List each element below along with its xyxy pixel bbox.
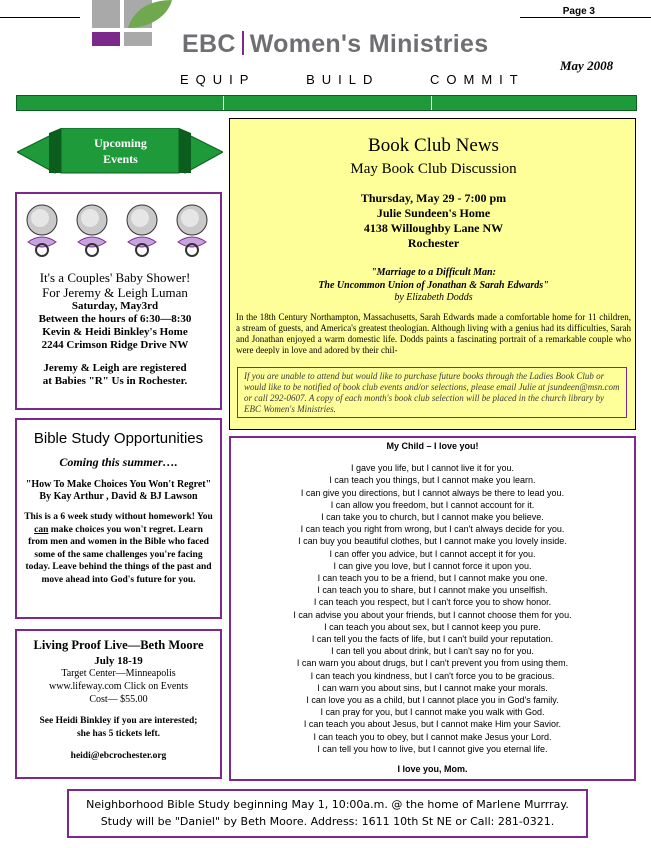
body-emphasis: can bbox=[34, 524, 49, 535]
org-name-right: Women's Ministries bbox=[249, 30, 489, 58]
rattle-icon bbox=[27, 205, 57, 256]
poem-line: I can teach you about sex, but I cannot keep you pure. bbox=[324, 621, 541, 632]
title-divider bbox=[242, 31, 244, 55]
poem-line: I can teach you respect, but I can't force you to show honor. bbox=[313, 597, 552, 608]
poem-line: I can love you as a child, but I cannot place you in God's family. bbox=[306, 695, 559, 706]
tagline-word: COMMIT bbox=[430, 72, 525, 87]
book-club-meeting bbox=[230, 191, 637, 251]
shower-headline: It's a Couples' Baby Shower! bbox=[39, 270, 191, 285]
leaf-icon bbox=[128, 0, 172, 28]
poem-line: I can teach you to obey, but I cannot make Jesus your Lord. bbox=[313, 731, 552, 742]
poem-line: I can tell you how to live, but I cannot give you eternal life. bbox=[317, 743, 548, 754]
bible-study-title: Bible Study Opportunities bbox=[33, 430, 204, 447]
poem-line: I can warn you about drugs, but I can't prevent you from using them. bbox=[296, 658, 569, 669]
meeting-host: Julie Sundeen's Home bbox=[376, 206, 491, 220]
tagline bbox=[180, 72, 565, 87]
living-proof-panel bbox=[15, 629, 222, 779]
poem-lines bbox=[229, 462, 636, 755]
book-description: In the 18th Century Northampton, Massachusetts, Sarah Edwards made a comfortable home for 11 children, a stream of guests, and America's greatest theologian. Although living with a genius had its difficulties, Sarah and Jonathan enjoyed a warm domestic life. Dodds paints a fascinating portrait of a remarkable couple who were deeply in love and adored by their chil- bbox=[236, 312, 631, 354]
tagline-word: EQUIP bbox=[180, 72, 256, 87]
poem-line: I can take you to church, but I cannot make you believe. bbox=[321, 512, 544, 523]
shower-date: Saturday, May3rd bbox=[71, 300, 159, 312]
poem-line: I can allow you freedom, but I cannot account for it. bbox=[330, 499, 535, 510]
shower-hosts: Kevin & Heidi Binkley's Home bbox=[42, 326, 188, 338]
book-author: by Elizabeth Dodds bbox=[394, 292, 473, 303]
baby-rattle-icons bbox=[18, 202, 218, 262]
green-divider-bar bbox=[16, 95, 637, 111]
poem-line: I can warn you about sins, but I cannot make your morals. bbox=[317, 682, 548, 693]
poem-line: I can teach you kindness, but I can't force you to be gracious. bbox=[310, 670, 555, 681]
bible-study-body bbox=[23, 511, 214, 586]
neighborhood-study-footer bbox=[67, 789, 588, 838]
bar-divider bbox=[431, 96, 432, 110]
poem-line: I can give you directions, but I cannot always be there to lead you. bbox=[300, 487, 565, 498]
meeting-time: Thursday, May 29 - 7:00 pm bbox=[360, 191, 507, 205]
living-proof-contact: See Heidi Binkley if you are interested; bbox=[39, 716, 198, 726]
meeting-city: Rochester bbox=[407, 236, 460, 250]
book-title-line: "Marriage to a Difficult Man: bbox=[371, 267, 496, 278]
body-text: This is a 6 week study without homework! You bbox=[24, 512, 213, 522]
poem-line: I can give you love, but I cannot force it upon you. bbox=[333, 560, 532, 571]
logo-square bbox=[92, 0, 120, 28]
logo-square bbox=[124, 32, 152, 46]
poem-line: I can teach you about Jesus, but I cannot make Him your Savior. bbox=[303, 719, 562, 730]
living-proof-website[interactable]: www.lifeway.com Click on Events bbox=[49, 681, 188, 692]
footer-line: Neighborhood Bible Study beginning May 1, 10:00a.m. @ the home of Marlene Murrray. bbox=[86, 798, 569, 811]
poem-line: I can tell you about drink, but I can't say no for you. bbox=[331, 646, 534, 657]
rattle-icon bbox=[77, 205, 107, 256]
shower-headline: For Jeremy & Leigh Luman bbox=[42, 285, 188, 300]
bible-study-authors: By Kay Arthur , David & BJ Lawson bbox=[39, 491, 198, 502]
poem-line: I can teach you to be a friend, but I cannot make you one. bbox=[317, 573, 548, 584]
poem-line: I can teach you to share, but I cannot make you unselfish. bbox=[317, 585, 548, 596]
logo-square-purple bbox=[92, 32, 120, 46]
meeting-address: 4138 Willoughby Lane NW bbox=[363, 221, 504, 235]
banner-line: Upcoming bbox=[94, 136, 147, 150]
shower-address: 2244 Crimson Ridge Drive NW bbox=[41, 339, 189, 351]
shower-time: Between the hours of 6:30—8:30 bbox=[38, 313, 192, 325]
poem-line: I can pray for you, but I cannot make you walk with God. bbox=[320, 707, 545, 718]
book-club-title: Book Club News bbox=[368, 135, 499, 156]
shower-registry: Jeremy & Leigh are registered bbox=[43, 362, 187, 374]
living-proof-cost: Cost— $55.00 bbox=[89, 694, 148, 705]
footer-line: Study will be "Daniel" by Beth Moore. Address: 1611 10th St NE or Call: 281-0321. bbox=[100, 815, 555, 828]
poem bbox=[229, 436, 636, 781]
tagline-word: BUILD bbox=[306, 72, 380, 87]
poem-line: I can advise you about your friends, but I cannot choose them for you. bbox=[293, 609, 572, 620]
living-proof-email-link[interactable]: heidi@ebcrochester.org bbox=[70, 751, 167, 761]
living-proof-title: Living Proof Live—Beth Moore bbox=[33, 638, 204, 652]
living-proof-dates: July 18-19 bbox=[94, 655, 143, 667]
page-number: Page 3 bbox=[562, 6, 595, 17]
poem-line: I can teach you things, but I cannot make you learn. bbox=[329, 475, 536, 486]
book-club-subtitle: May Book Club Discussion bbox=[350, 161, 517, 177]
poem-signoff: I love you, Mom. bbox=[397, 764, 468, 775]
book-club-panel bbox=[229, 118, 636, 430]
baby-shower-details bbox=[18, 270, 212, 388]
rattle-icon bbox=[127, 205, 157, 256]
book-title-line: The Uncommon Union of Jonathan & Sarah Edwards" bbox=[318, 280, 549, 291]
shower-registry: at Babies "R" Us in Rochester. bbox=[42, 375, 188, 387]
issue-date: May 2008 bbox=[560, 58, 614, 73]
rattle-icon bbox=[177, 205, 207, 256]
poem-line: I can teach you right from wrong, but I can't always decide for you. bbox=[300, 524, 565, 535]
book-title bbox=[230, 266, 637, 292]
poem-line: I gave you life, but I cannot live it for you. bbox=[350, 463, 515, 474]
upcoming-events-label bbox=[73, 135, 168, 167]
bible-study-book-title: "How To Make Choices You Won't Regret" bbox=[25, 479, 212, 490]
bible-study-coming: Coming this summer…. bbox=[59, 455, 178, 469]
poem-line: I can tell you the facts of life, but I can't build your reputation. bbox=[311, 634, 554, 645]
org-name-left: EBC bbox=[182, 30, 236, 58]
bar-divider bbox=[223, 96, 224, 110]
poem-line: I can offer you advice, but I cannot accept it for you. bbox=[329, 548, 536, 559]
living-proof-venue: Target Center—Minneapolis bbox=[61, 668, 176, 679]
body-text: make choices you won't regret. Learn from men and women in the Bible who faced some of the same challenges you're facing today. Leave behind the things of the past and move ahead into God's future for you. bbox=[25, 524, 212, 585]
bible-study-panel bbox=[15, 418, 222, 619]
living-proof-contact: she has 5 tickets left. bbox=[76, 729, 161, 739]
poem-line: I can buy you beautiful clothes, but I cannot make you lovely inside. bbox=[298, 536, 567, 547]
banner-line: Events bbox=[103, 152, 138, 166]
org-title bbox=[182, 30, 488, 59]
book-club-note: If you are unable to attend but would like to purchase future books through the Ladies Book Club or would like to be notified of book club events and/or selections, please email Julie at jsundeen@msn.com or call 292-0607. A copy of each month's book club selection will be placed in the church library by EBC Women's Ministries. bbox=[237, 367, 627, 418]
poem-title: My Child – I love you! bbox=[386, 441, 479, 451]
